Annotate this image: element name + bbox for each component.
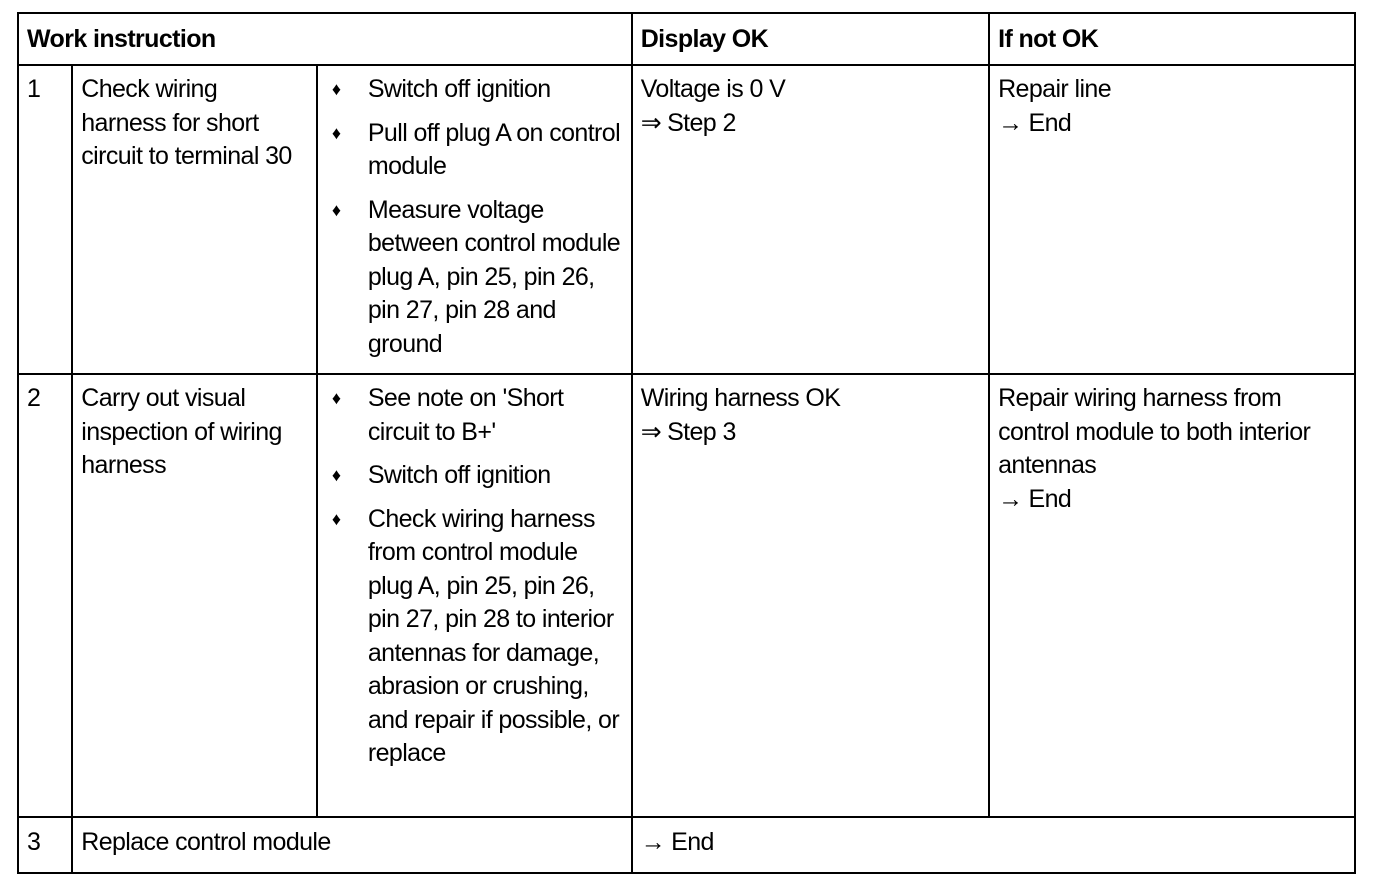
- display-ok-next: [641, 416, 980, 450]
- action-text: Switch off ignition: [367, 461, 551, 489]
- arrow-icon: →: [640, 828, 666, 856]
- next-step-label: Step 2: [667, 108, 736, 137]
- result-cell: [632, 817, 1355, 873]
- arrow-icon: →: [998, 484, 1023, 513]
- action-text: Switch off ignition: [367, 75, 551, 103]
- table-row: [18, 817, 1355, 873]
- header-row: [18, 13, 1355, 65]
- bullet-icon: ♦: [331, 79, 341, 99]
- result-label: End: [671, 828, 714, 856]
- double-arrow-icon: ⇒: [640, 417, 662, 446]
- table-row: [18, 374, 1355, 817]
- list-item: [326, 503, 623, 771]
- step-number: 2: [18, 374, 72, 817]
- list-item: [326, 382, 623, 449]
- table-row: [18, 65, 1355, 374]
- next-step-label: End: [1028, 108, 1072, 137]
- bullet-icon: ♦: [331, 199, 341, 220]
- header-display-ok: Display OK: [632, 13, 989, 65]
- list-item: [326, 459, 623, 493]
- next-step-label: Step 3: [667, 417, 736, 446]
- next-step-label: End: [1028, 484, 1072, 513]
- display-ok-cell: [632, 374, 989, 817]
- bullet-icon: ♦: [331, 508, 341, 529]
- if-not-ok-text: Repair wiring harness from control module to both interior antennas: [998, 384, 1311, 479]
- display-ok-text: Voltage is 0 V: [640, 75, 786, 103]
- step-description: Check wiring harness for short circuit to terminal 30: [72, 65, 317, 374]
- bullet-icon: ♦: [331, 388, 341, 408]
- bullet-icon: ♦: [331, 465, 341, 485]
- work-instruction-table: [17, 12, 1356, 874]
- double-arrow-icon: ⇒: [640, 108, 662, 137]
- list-item: [326, 194, 623, 362]
- if-not-ok-cell: [989, 374, 1355, 817]
- step-actions: [317, 374, 632, 817]
- header-if-not-ok: If not OK: [989, 13, 1355, 65]
- step-description: Carry out visual inspection of wiring harness: [72, 374, 317, 817]
- display-ok-text: Wiring harness OK: [640, 384, 841, 412]
- if-not-ok-next: [998, 483, 1346, 517]
- step-description: Replace control module: [72, 817, 631, 873]
- step-actions: [317, 65, 632, 374]
- bullet-icon: ♦: [331, 122, 341, 143]
- action-text: See note on 'Short circuit to B+': [367, 384, 564, 446]
- header-work-instruction: Work instruction: [18, 13, 632, 65]
- display-ok-next: [641, 107, 980, 141]
- if-not-ok-next: [998, 107, 1346, 141]
- list-item: [326, 117, 623, 184]
- arrow-icon: →: [998, 108, 1023, 137]
- action-text: Check wiring harness from control module plug A, pin 25, pin 26, pin 27, pin 28 to interior antennas for damage, abrasion or crushing, and repair if possible, or replace: [367, 504, 620, 767]
- display-ok-cell: [632, 65, 989, 374]
- if-not-ok-cell: [989, 65, 1355, 374]
- step-number: 1: [18, 65, 72, 374]
- if-not-ok-text: Repair line: [998, 75, 1112, 103]
- action-text: Measure voltage between control module plug A, pin 25, pin 26, pin 27, pin 28 and ground: [367, 195, 621, 358]
- step-number: 3: [18, 817, 72, 873]
- action-text: Pull off plug A on control module: [367, 118, 621, 180]
- list-item: [326, 73, 623, 107]
